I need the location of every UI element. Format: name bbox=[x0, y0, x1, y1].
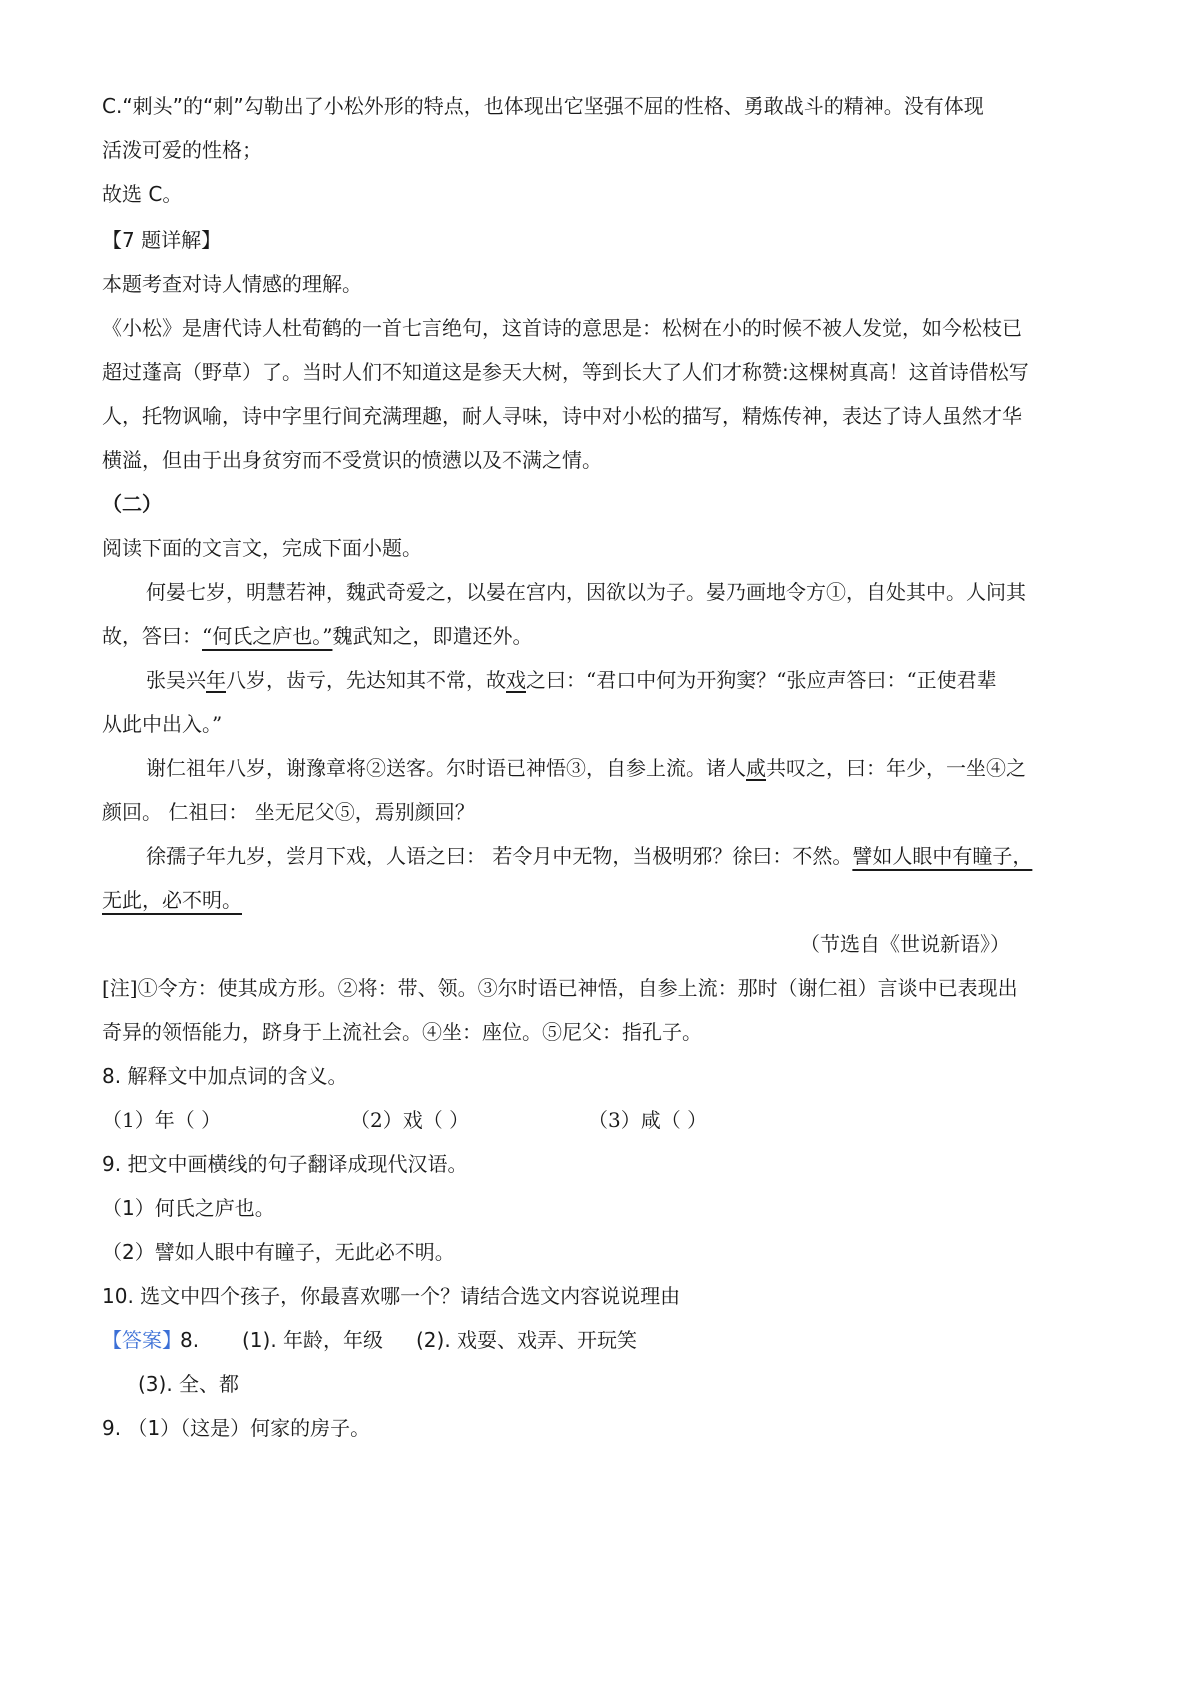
passage-text: 徐孺子年九岁，尝月下戏，人语之曰： 若令月中无物，当极明邪？徐曰：不然。 bbox=[146, 844, 853, 868]
dotted-word: 年 bbox=[206, 668, 226, 692]
note-line: [注]①令方：使其成方形。②将：带、领。③尔时语已神悟，自参上流：那时（谢仁祖）言谈中已表现出 bbox=[102, 976, 1018, 1000]
q7-explanation-line: 横溢，但由于出身贫穷而不受赏识的愤懑以及不满之情。 bbox=[102, 448, 602, 472]
passage-line bbox=[102, 624, 532, 648]
question-9-item-2: （2）譬如人眼中有瞳子，无此必不明。 bbox=[102, 1240, 455, 1264]
underlined-sentence: “何氏之庐也。” bbox=[202, 624, 333, 648]
underlined-sentence: 无此，必不明。 bbox=[102, 888, 242, 912]
reading-instruction: 阅读下面的文言文，完成下面小题。 bbox=[102, 536, 422, 560]
passage-line: 颜回。 仁祖曰： 坐无尼父⑤，焉别颜回？ bbox=[102, 800, 475, 824]
question-9-item-1: （1）何氏之庐也。 bbox=[102, 1196, 275, 1220]
note-line: 奇异的领悟能力，跻身于上流社会。④坐：座位。⑤尼父：指孔子。 bbox=[102, 1020, 702, 1044]
passage-text: 共叹之，曰：年少，一坐④之 bbox=[766, 756, 1026, 780]
section-heading-2: （二） bbox=[102, 492, 162, 516]
passage-line bbox=[146, 668, 997, 692]
question-8-item-3: （3）咸（ ） bbox=[588, 1108, 708, 1132]
passage-line bbox=[146, 844, 1032, 868]
question-9: 9. 把文中画横线的句子翻译成现代汉语。 bbox=[102, 1152, 468, 1176]
passage-text: 之曰：“君口中何为开狗窦？“张应声答曰：“正使君辈 bbox=[526, 668, 997, 692]
q7-explanation-line: 《小松》是唐代诗人杜荀鹤的一首七言绝句，这首诗的意思是：松树在小的时候不被人发觉，如今松枝已 bbox=[102, 316, 1022, 340]
underlined-sentence: 譬如人眼中有瞳子， bbox=[852, 844, 1033, 868]
passage-line bbox=[146, 756, 1026, 780]
dotted-word: 戏 bbox=[506, 668, 526, 692]
section-heading-q7: 【7 题详解】 bbox=[102, 228, 222, 252]
question-10: 10. 选文中四个孩子，你最喜欢哪一个？请结合选文内容说说理由 bbox=[102, 1284, 681, 1308]
choice-conclusion: 故选 C。 bbox=[102, 182, 183, 206]
passage-line bbox=[102, 888, 242, 912]
question-8: 8. 解释文中加点词的含义。 bbox=[102, 1064, 348, 1088]
passage-text: 谢仁祖年八岁，谢豫章将②送客。尔时语已神悟③，自参上流。诸人 bbox=[146, 756, 746, 780]
answer-8-item-2: (2). 戏耍、戏弄、开玩笑 bbox=[416, 1328, 638, 1352]
passage-text: 魏武知之，即遣还外。 bbox=[332, 624, 533, 648]
passage-text: 张吴兴 bbox=[146, 668, 206, 692]
answer-8-item-1: (1). 年龄，年级 bbox=[242, 1328, 384, 1352]
answer-8-number: 8. bbox=[180, 1328, 200, 1352]
answer-9: 9. （1）（这是）何家的房子。 bbox=[102, 1416, 371, 1440]
q7-explanation-line: 超过蓬高（野草）了。当时人们不知道这是参天大树，等到长大了人们才称赞:这棵树真高！这首诗借松写 bbox=[102, 360, 1029, 384]
passage-source: （节选自《世说新语》） bbox=[800, 932, 1010, 956]
answer-tag: 【答案】 bbox=[102, 1328, 182, 1352]
option-c-text: C.“刺头”的“刺”勾勒出了小松外形的特点，也体现出它坚强不屈的性格、勇敢战斗的精神。没有体现 bbox=[102, 94, 984, 118]
question-8-item-1: （1）年（ ） bbox=[102, 1108, 222, 1132]
passage-text: 八岁，齿亏，先达知其不常，故 bbox=[226, 668, 506, 692]
option-c-text-cont: 活泼可爱的性格； bbox=[102, 138, 262, 162]
passage-line: 从此中出入。” bbox=[102, 712, 223, 736]
passage-line: 何晏七岁，明慧若神，魏武奇爱之，以晏在宫内，因欲以为子。晏乃画地令方①，自处其中。人问其 bbox=[146, 580, 1026, 604]
q7-intro: 本题考查对诗人情感的理解。 bbox=[102, 272, 362, 296]
dotted-word: 咸 bbox=[746, 756, 766, 780]
answer-8-item-3: (3). 全、都 bbox=[138, 1372, 240, 1396]
q7-explanation-line: 人，托物讽喻，诗中字里行间充满理趣，耐人寻味，诗中对小松的描写，精炼传神，表达了诗人虽然才华 bbox=[102, 404, 1022, 428]
question-8-item-2: （2）戏（ ） bbox=[350, 1108, 470, 1132]
passage-text: 故，答曰： bbox=[102, 624, 202, 648]
